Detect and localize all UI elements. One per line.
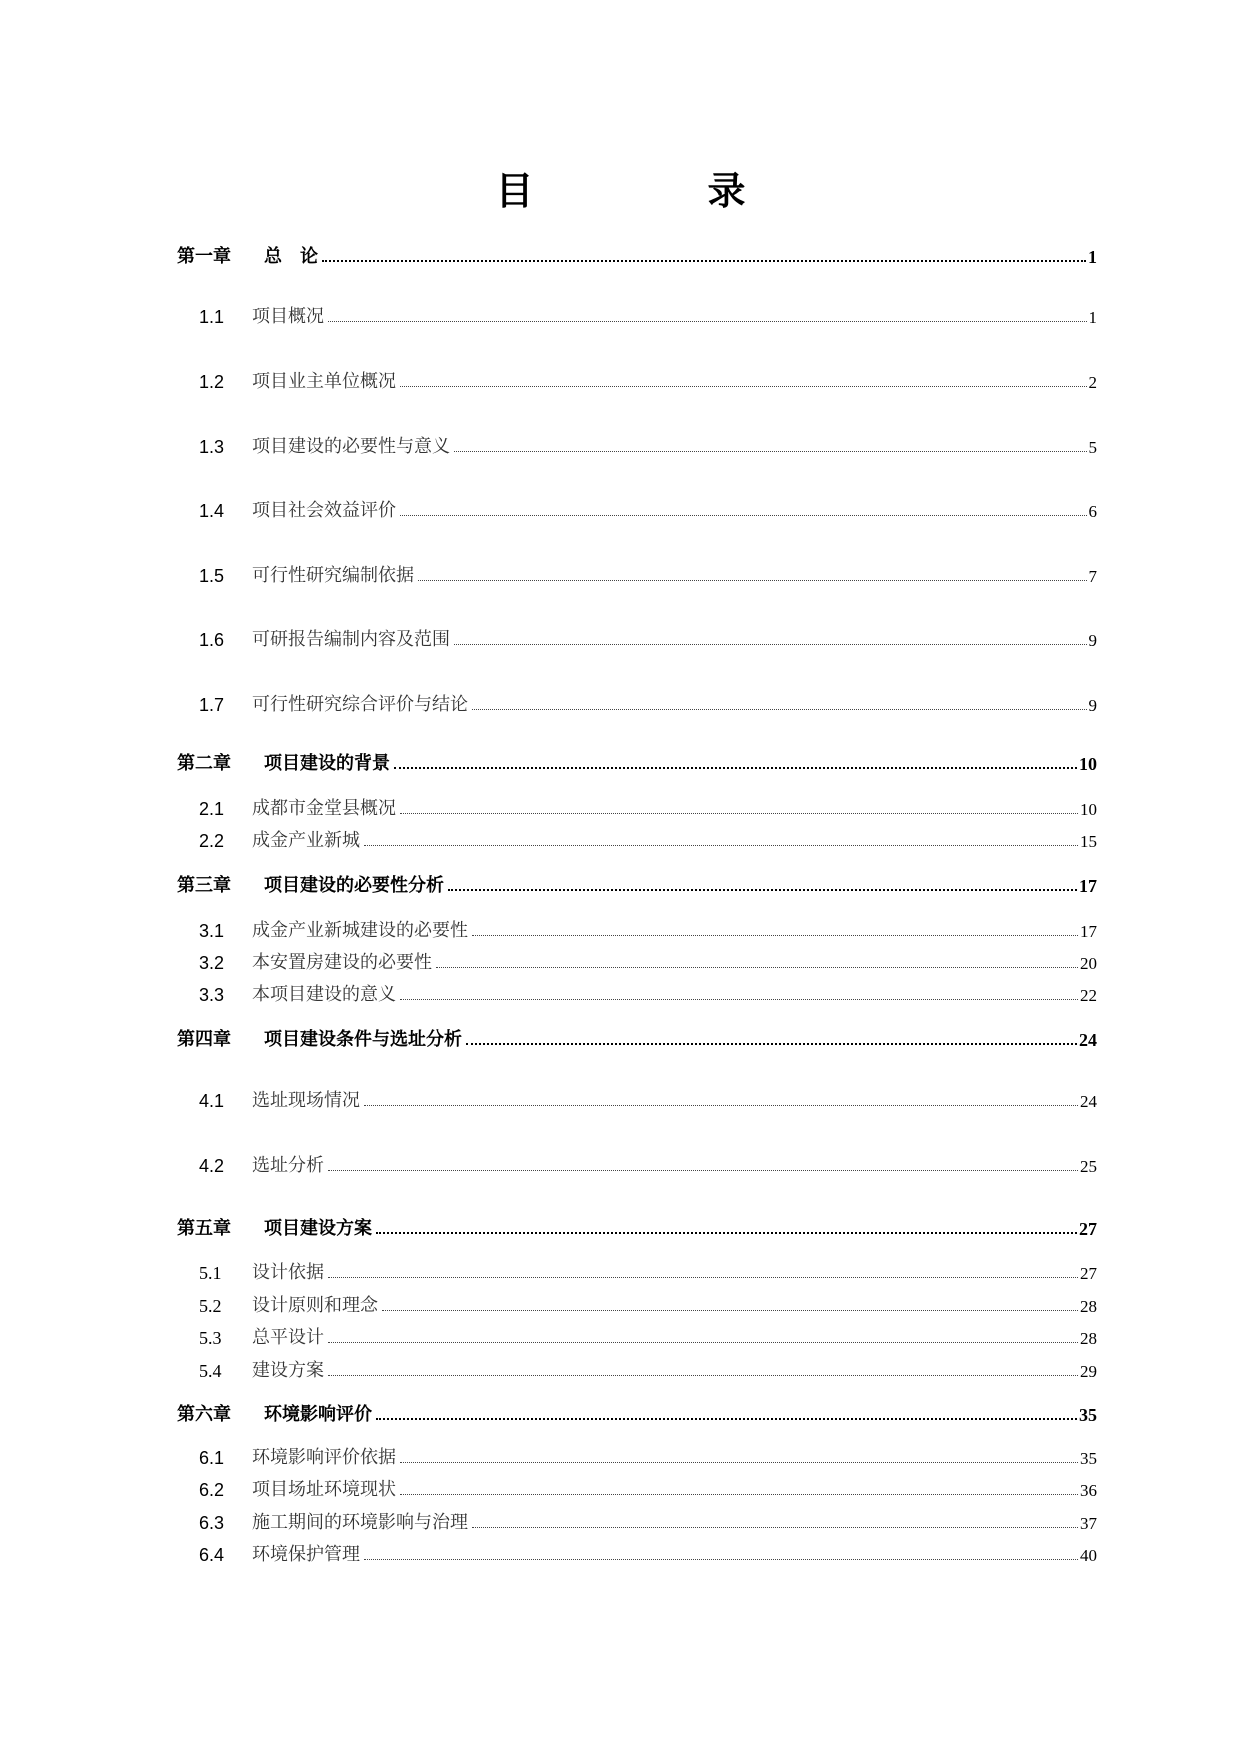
toc-entry-number: 6.3: [199, 1513, 225, 1533]
toc-section-row[interactable]: [177, 559, 1097, 585]
toc-entry-page: 28: [1080, 1329, 1097, 1348]
toc-entry-title: 项目建设条件与选址分析: [264, 1029, 462, 1050]
toc-entry-title: 成金产业新城: [252, 830, 360, 851]
toc-entry-page: 27: [1080, 1264, 1097, 1283]
toc-entry-page: 15: [1080, 832, 1097, 851]
dot-leader: [364, 1558, 1078, 1560]
dot-leader: [472, 934, 1078, 936]
toc-entry-title: 选址现场情况: [252, 1090, 360, 1111]
dot-leader: [328, 320, 1087, 322]
toc-entry-title: 可行性研究编制依据: [252, 565, 414, 586]
toc-entry-title: 总 论: [264, 246, 318, 267]
toc-title: 目 录: [495, 169, 814, 213]
toc-entry-title: 项目建设的必要性分析: [264, 875, 444, 896]
toc-entry-number: 1.1: [199, 307, 225, 327]
toc-entry-page: 24: [1079, 1030, 1097, 1050]
toc-entry-page: 1: [1088, 308, 1097, 327]
toc-entry-number: 6.2: [199, 1480, 225, 1500]
toc-entry-number: 第三章: [177, 875, 231, 896]
toc-entry-title: 项目业主单位概况: [252, 371, 396, 392]
toc-entry-page: 17: [1080, 922, 1097, 941]
toc-entry-title: 可研报告编制内容及范围: [252, 629, 450, 650]
toc-section-row[interactable]: [177, 1506, 1097, 1532]
dot-leader: [382, 1309, 1078, 1311]
dot-leader: [436, 966, 1078, 968]
toc-entry-number: 5.4: [199, 1361, 222, 1381]
dot-leader: [322, 259, 1086, 262]
toc-entry-number: 2.2: [199, 831, 225, 851]
toc-section-row[interactable]: [177, 300, 1097, 326]
toc-entry-page: 20: [1080, 954, 1097, 973]
toc-entry-page: 37: [1080, 1514, 1097, 1533]
dot-leader: [394, 766, 1077, 769]
toc-section-row[interactable]: [177, 365, 1097, 391]
dot-leader: [448, 888, 1077, 891]
toc-section-row[interactable]: [177, 1149, 1097, 1175]
toc-entry-title: 项目建设方案: [264, 1218, 372, 1239]
toc-section-row[interactable]: [177, 688, 1097, 714]
toc-entry-number: 第二章: [177, 753, 231, 774]
toc-entry-title: 环境影响评价: [264, 1404, 372, 1425]
toc-chapter-row[interactable]: [177, 747, 1097, 773]
toc-entry-number: 第一章: [177, 246, 231, 267]
dot-leader: [328, 1341, 1078, 1343]
dot-leader: [376, 1417, 1077, 1420]
toc-entry-page: 35: [1080, 1449, 1097, 1468]
toc-entry-page: 5: [1088, 438, 1097, 457]
toc-entry-number: 5.3: [199, 1328, 222, 1348]
toc-entry-number: 4.1: [199, 1091, 225, 1111]
toc-section-row[interactable]: [177, 1441, 1097, 1467]
toc-chapter-row[interactable]: [177, 869, 1097, 895]
toc-entry-page: 35: [1079, 1405, 1097, 1425]
toc-entry-number: 6.4: [199, 1545, 225, 1565]
dot-leader: [400, 385, 1087, 387]
toc-entry-number: 5.1: [199, 1263, 222, 1283]
toc-section-row[interactable]: [177, 623, 1097, 649]
toc-entry-number: 1.2: [199, 372, 225, 392]
toc-section-row[interactable]: [177, 792, 1097, 818]
dot-leader: [472, 1526, 1078, 1528]
toc-entry-number: 第六章: [177, 1404, 231, 1425]
toc-entry-title: 建设方案: [252, 1360, 324, 1381]
toc-entry-title: 可行性研究综合评价与结论: [252, 694, 468, 715]
toc-section-row[interactable]: [177, 1538, 1097, 1564]
toc-entry-page: 1: [1088, 247, 1097, 267]
dot-leader: [400, 1461, 1078, 1463]
toc-entry-page: 22: [1080, 986, 1097, 1005]
toc-entry-number: 第五章: [177, 1218, 231, 1239]
toc-entry-number: 1.5: [199, 566, 225, 586]
toc-section-row[interactable]: [177, 946, 1097, 972]
toc-chapter-row[interactable]: [177, 1398, 1097, 1424]
toc-entry-page: 28: [1080, 1297, 1097, 1316]
toc-entry-number: 1.6: [199, 630, 225, 650]
toc-entry-page: 2: [1088, 373, 1097, 392]
toc-entry-number: 2.1: [199, 799, 225, 819]
toc-entry-page: 40: [1080, 1546, 1097, 1565]
toc-entry-number: 6.1: [199, 1448, 225, 1468]
toc-section-row[interactable]: [177, 1289, 1097, 1315]
toc-section-row[interactable]: [177, 494, 1097, 520]
dot-leader: [328, 1276, 1078, 1278]
dot-leader: [454, 450, 1087, 452]
toc-entry-page: 10: [1080, 800, 1097, 819]
toc-section-row[interactable]: [177, 1354, 1097, 1380]
dot-leader: [376, 1231, 1077, 1234]
toc-entry-page: 25: [1080, 1157, 1097, 1176]
toc-section-row[interactable]: [177, 978, 1097, 1004]
dot-leader: [400, 812, 1078, 814]
dot-leader: [400, 998, 1078, 1000]
dot-leader: [328, 1169, 1078, 1171]
toc-section-row[interactable]: [177, 1084, 1097, 1110]
toc-section-row[interactable]: [177, 914, 1097, 940]
toc-entry-title: 本安置房建设的必要性: [252, 952, 432, 973]
toc-entry-page: 6: [1088, 502, 1097, 521]
dot-leader: [364, 844, 1078, 846]
toc-section-row[interactable]: [177, 1473, 1097, 1499]
toc-entry-title: 本项目建设的意义: [252, 984, 396, 1005]
toc-entry-page: 10: [1079, 754, 1097, 774]
toc-entry-page: 27: [1079, 1219, 1097, 1239]
toc-entry-title: 项目社会效益评价: [252, 500, 396, 521]
dot-leader: [454, 643, 1087, 645]
toc-entry-title: 成都市金堂县概况: [252, 798, 396, 819]
toc-entry-title: 施工期间的环境影响与治理: [252, 1512, 468, 1533]
toc-chapter-row[interactable]: [177, 240, 1097, 266]
toc-entry-title: 项目建设的背景: [264, 753, 390, 774]
toc-section-row[interactable]: [177, 1256, 1097, 1282]
dot-leader: [472, 708, 1087, 710]
toc-entry-number: 1.4: [199, 501, 225, 521]
toc-section-row[interactable]: [177, 1321, 1097, 1347]
toc-chapter-row[interactable]: [177, 1023, 1097, 1049]
toc-chapter-row[interactable]: [177, 1212, 1097, 1238]
toc-entry-number: 3.1: [199, 921, 225, 941]
dot-leader: [400, 1493, 1078, 1495]
toc-entry-title: 成金产业新城建设的必要性: [252, 920, 468, 941]
toc-entry-title: 选址分析: [252, 1155, 324, 1176]
toc-entry-title: 项目场址环境现状: [252, 1479, 396, 1500]
toc-entry-number: 1.7: [199, 695, 225, 715]
toc-entry-number: 3.3: [199, 985, 225, 1005]
toc-entry-page: 9: [1088, 631, 1097, 650]
toc-entry-title: 环境保护管理: [252, 1544, 360, 1565]
toc-entry-title: 设计依据: [252, 1262, 324, 1283]
toc-entry-number: 4.2: [199, 1156, 225, 1176]
toc-entry-title: 环境影响评价依据: [252, 1447, 396, 1468]
toc-entry-page: 24: [1080, 1092, 1097, 1111]
toc-entry-page: 7: [1088, 567, 1097, 586]
toc-entry-title: 项目建设的必要性与意义: [252, 436, 450, 457]
dot-leader: [400, 514, 1087, 516]
dot-leader: [466, 1042, 1077, 1045]
toc-entry-title: 项目概况: [252, 306, 324, 327]
toc-entry-number: 5.2: [199, 1296, 222, 1316]
dot-leader: [418, 579, 1087, 581]
toc-entry-title: 设计原则和理念: [252, 1295, 378, 1316]
toc-entry-page: 36: [1080, 1481, 1097, 1500]
dot-leader: [364, 1104, 1078, 1106]
toc-entry-title: 总平设计: [252, 1327, 324, 1348]
toc-entry-number: 1.3: [199, 437, 225, 457]
toc-entry-page: 29: [1080, 1362, 1097, 1381]
toc-entry-page: 9: [1088, 696, 1097, 715]
dot-leader: [328, 1374, 1078, 1376]
toc-section-row[interactable]: [177, 430, 1097, 456]
toc-entry-number: 3.2: [199, 953, 225, 973]
toc-entry-page: 17: [1079, 876, 1097, 896]
toc-section-row[interactable]: [177, 824, 1097, 850]
toc-entry-number: 第四章: [177, 1029, 231, 1050]
